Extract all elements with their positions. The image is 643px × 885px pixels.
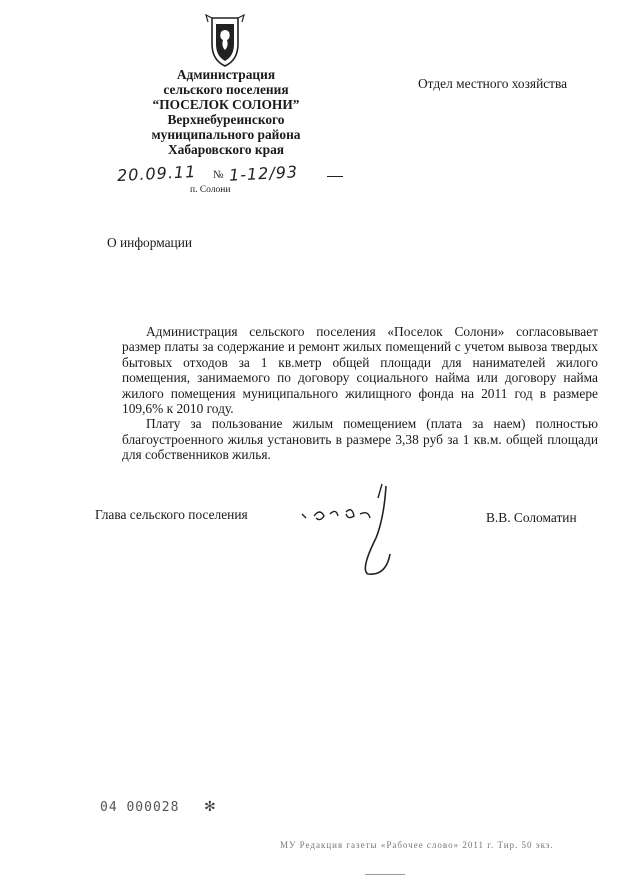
place-of-issue: п. Солони — [190, 185, 231, 195]
body-paragraph-1: Администрация сельского поселения «Поселок Солони» согласовывает размер платы за содержание и ремонт жилых помещений с учетом вывоза твердых бытовых отходов за 1 кв.метр общей площади для нанимателей жилого помещения, занимаемого по договору социального найма или договору найма жилого помещения муниципального жилищного фонда на 2011 год в размере 109,6% к 2010 году. — [122, 324, 598, 417]
signatory-name: В.В. Соломатин — [486, 510, 577, 525]
handwritten-signature — [290, 478, 410, 578]
date-number-line — [116, 161, 347, 188]
footer-divider — [365, 874, 405, 875]
handwritten-number: 1-12/93 — [228, 162, 299, 185]
sender-organization — [110, 67, 342, 157]
sender-line: сельского поселения — [163, 82, 289, 97]
asterisk-mark-icon: ✻ — [204, 800, 216, 815]
bear-coat-of-arms-icon — [202, 14, 248, 68]
number-label: № — [213, 169, 224, 181]
addressee: Отдел местного хозяйства — [418, 76, 568, 91]
letter-body — [122, 324, 598, 463]
sender-line: “ПОСЕЛОК СОЛОНИ” — [152, 97, 300, 112]
sender-line: муниципального района — [151, 127, 301, 142]
sender-line: Хабаровского края — [167, 142, 285, 157]
signatory-position: Глава сельского поселения — [95, 507, 248, 522]
sender-line: Верхнебуреинского — [167, 112, 285, 127]
registration-number: 04 000028 — [100, 800, 180, 815]
dash-divider — [327, 176, 343, 177]
body-paragraph-2: Плату за пользование жилым помещением (плата за наем) полностью благоустроенного жилья установить в размере 3,38 руб за 1 кв.м. общей площади для собственников жилья. — [122, 416, 598, 463]
handwritten-date: 20.09.11 — [116, 161, 197, 186]
subject-line: О информации — [107, 235, 193, 250]
print-footer: МУ Редакция газеты «Рабочее слово» 2011 г. Тир. 50 экз. — [280, 840, 554, 850]
sender-line: Администрация — [176, 67, 276, 82]
